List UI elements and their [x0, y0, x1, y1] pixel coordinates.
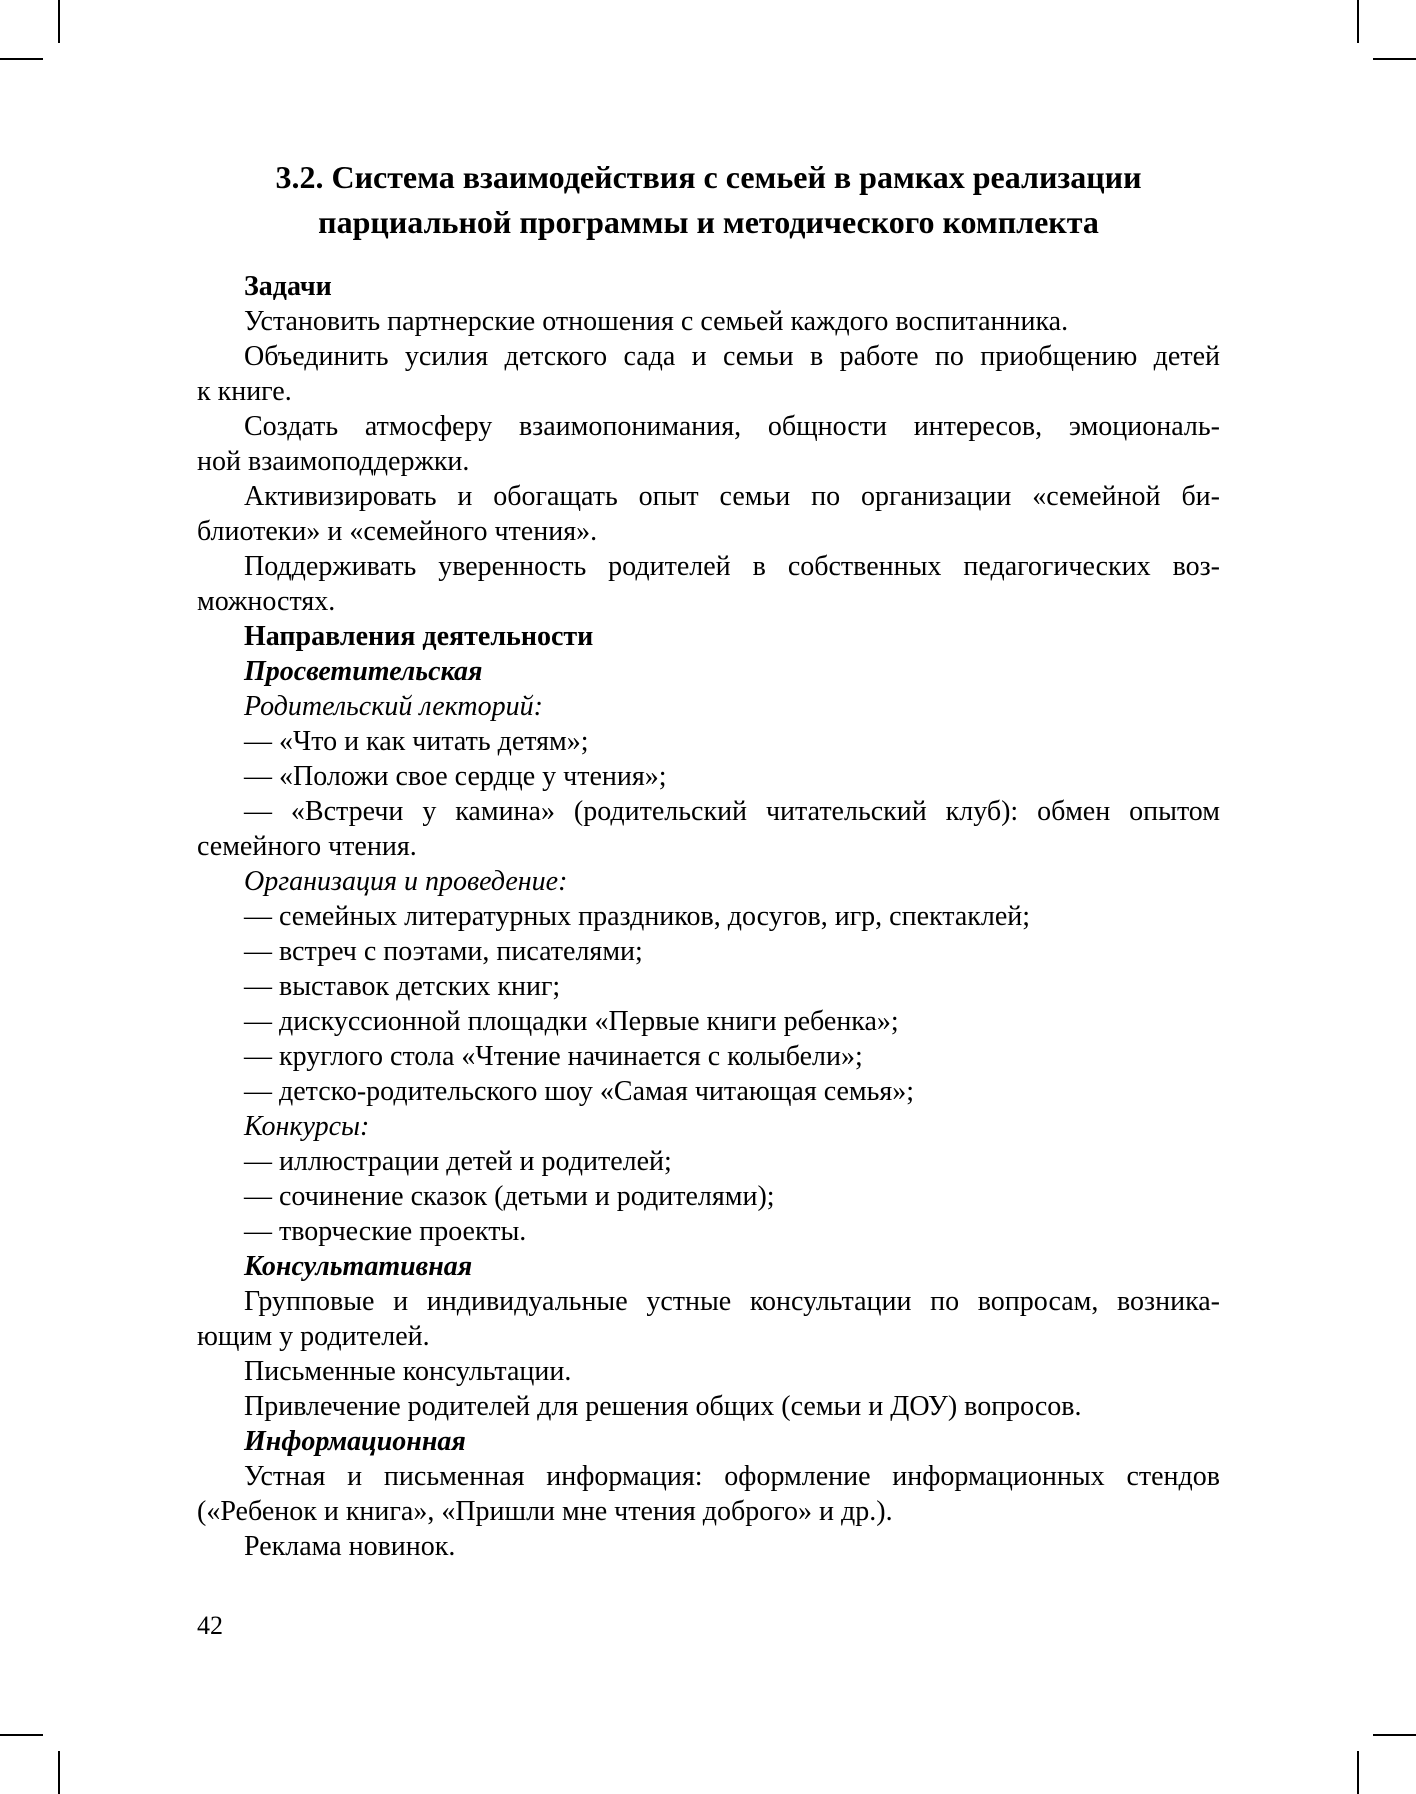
crop-mark-top-right-vertical	[1357, 0, 1359, 43]
page-number: 42	[197, 1611, 223, 1640]
paragraph	[197, 654, 1220, 689]
section-title	[197, 155, 1220, 245]
text-line: Информационная	[244, 1426, 466, 1457]
text-line: — сочинение сказок (детьми и родителями);	[244, 1181, 775, 1212]
paragraph	[197, 969, 1220, 1004]
paragraph	[197, 934, 1220, 969]
paragraph	[197, 1004, 1220, 1039]
paragraph	[197, 864, 1220, 899]
paragraph	[197, 409, 1220, 479]
document-body	[197, 269, 1220, 1564]
text-line: Консультативная	[244, 1251, 473, 1282]
text-line: Реклама новинок.	[244, 1531, 456, 1562]
paragraph	[197, 794, 1220, 864]
paragraph	[197, 619, 1220, 654]
paragraph	[197, 899, 1220, 934]
text-line: к книге.	[197, 376, 292, 407]
paragraph	[197, 1074, 1220, 1109]
text-line: блиотеки» и «семейного чтения».	[197, 516, 598, 547]
text-line: Поддерживать уверенность родителей в собственных педагогических воз-	[244, 551, 1220, 582]
text-line: семейного чтения.	[197, 831, 417, 862]
text-line: — выставок детских книг;	[244, 971, 561, 1002]
text-line: Объединить усилия детского сада и семьи в работе по приобщению детей	[244, 341, 1220, 372]
text-line: — детско-родительского шоу «Самая читающая семья»;	[244, 1076, 915, 1107]
text-line: — встреч с поэтами, писателями;	[244, 936, 643, 967]
text-line: Письменные консультации.	[244, 1356, 572, 1387]
crop-mark-bottom-left-vertical	[58, 1751, 60, 1794]
text-line: Установить партнерские отношения с семьей каждого воспитанника.	[244, 306, 1069, 337]
crop-mark-bottom-right-vertical	[1357, 1751, 1359, 1794]
text-line: — дискуссионной площадки «Первые книги ребенка»;	[244, 1006, 899, 1037]
text-line: ющим у родителей.	[197, 1321, 430, 1352]
text-line: — круглого стола «Чтение начинается с колыбели»;	[244, 1041, 863, 1072]
paragraph	[197, 1039, 1220, 1074]
paragraph	[197, 1249, 1220, 1284]
paragraph	[197, 304, 1220, 339]
text-line: можностях.	[197, 586, 336, 617]
text-line: Групповые и индивидуальные устные консультации по вопросам, возника-	[244, 1286, 1220, 1317]
crop-mark-top-left-vertical	[58, 0, 60, 43]
crop-mark-bottom-right-horizontal	[1373, 1734, 1416, 1736]
paragraph	[197, 724, 1220, 759]
paragraph	[197, 269, 1220, 304]
paragraph	[197, 1109, 1220, 1144]
text-line: Создать атмосферу взаимопонимания, общности интересов, эмоциональ-	[244, 411, 1220, 442]
paragraph	[197, 1179, 1220, 1214]
paragraph	[197, 1459, 1220, 1529]
paragraph	[197, 549, 1220, 619]
paragraph	[197, 339, 1220, 409]
text-line: Задачи	[244, 271, 332, 302]
paragraph	[197, 1529, 1220, 1564]
text-line: ной взаимоподдержки.	[197, 446, 470, 477]
text-line: Конкурсы:	[244, 1111, 370, 1142]
text-line: — «Что и как читать детям»;	[244, 726, 589, 757]
text-line: («Ребенок и книга», «Пришли мне чтения доброго» и др.).	[197, 1496, 893, 1527]
paragraph	[197, 1144, 1220, 1179]
section-title-line-2: парциальной программы и методического комплекта	[318, 204, 1099, 240]
text-line: — «Положи свое сердце у чтения»;	[244, 761, 667, 792]
text-line: Направления деятельности	[244, 621, 594, 652]
section-title-line-1: 3.2. Система взаимодействия с семьей в рамках реализации	[275, 159, 1142, 195]
text-line: Организация и проведение:	[244, 866, 568, 897]
crop-mark-top-right-horizontal	[1373, 58, 1416, 60]
text-line: — творческие проекты.	[244, 1216, 527, 1247]
paragraph	[197, 1284, 1220, 1354]
paragraph	[197, 479, 1220, 549]
text-line: — «Встречи у камина» (родительский читательский клуб): обмен опытом	[244, 796, 1220, 827]
text-line: — семейных литературных праздников, досугов, игр, спектаклей;	[244, 901, 1031, 932]
text-line: — иллюстрации детей и родителей;	[244, 1146, 672, 1177]
text-line: Родительский лекторий:	[244, 691, 543, 722]
paragraph	[197, 689, 1220, 724]
paragraph	[197, 759, 1220, 794]
text-line: Активизировать и обогащать опыт семьи по организации «семейной би-	[244, 481, 1220, 512]
paragraph	[197, 1354, 1220, 1389]
crop-mark-top-left-horizontal	[0, 58, 43, 60]
text-line: Привлечение родителей для решения общих (семьи и ДОУ) вопросов.	[244, 1391, 1082, 1422]
paragraph	[197, 1214, 1220, 1249]
paragraph	[197, 1424, 1220, 1459]
paragraph	[197, 1389, 1220, 1424]
text-line: Просветительская	[244, 656, 483, 687]
text-line: Устная и письменная информация: оформление информационных стендов	[244, 1461, 1220, 1492]
crop-mark-bottom-left-horizontal	[0, 1734, 43, 1736]
